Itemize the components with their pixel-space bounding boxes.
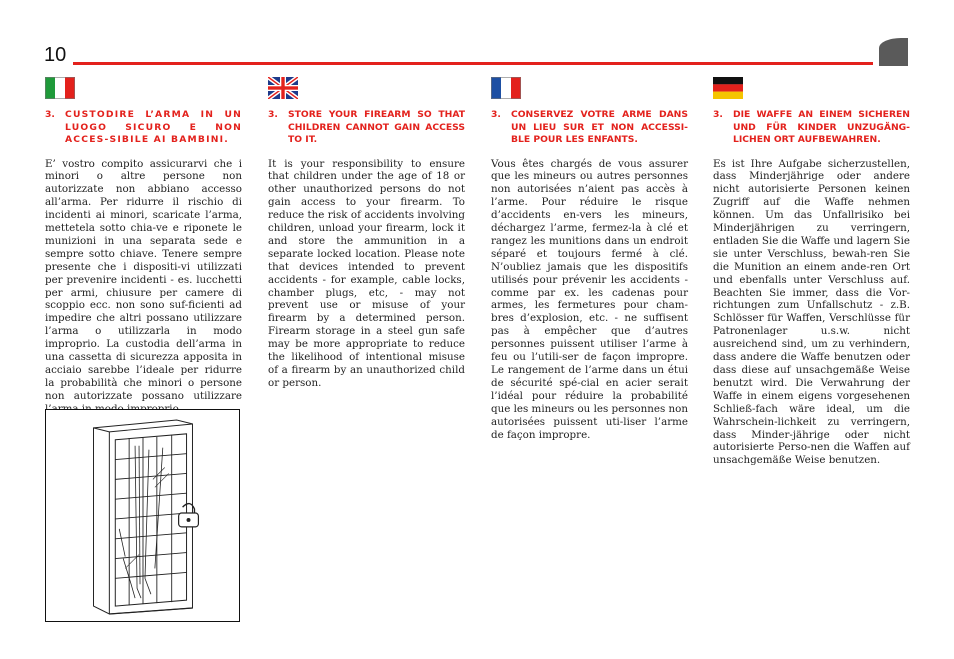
column-german: [713, 77, 910, 467]
section-heading: [713, 109, 910, 147]
section-body: Es ist Ihre Aufgabe sicherzustellen, dass Minderjährige oder andere nicht autorisierte Personen keinen Zugriff auf die Waffe nehmen können. Um das Unfallrisiko bei Minderjährigen zu verringern, entladen Sie die Waffe und lagern Sie sie unter Verschluss, bewah-ren Sie die Munition an einem ande-ren Ort und ebenfalls unter Verschluss auf. Beachten Sie immer, dass die Vor-richtungen zum Unfallschutz - z.B. Schlösser für Waffen, Verschlüsse für Patronenlager u.s.w. nicht ausreichend sind, um zu verhindern, dass andere die Waffe benutzen oder dass diese auf unsachgemäße Weise benutzt wird. Die Verwahrung der Waffe in einem eigens vorgesehenen Schließ-fach wäre ideal, um die Wahrschein-lichkeit zu verringern, dass Minder-jährige oder nicht autorisierte Perso-nen die Waffen auf unsachgemäße Weise benutzen.: [713, 157, 910, 467]
section-heading-text: DIE WAFFE AN EINEM SICHEREN UND FÜR KINDER UNZUGÄNG-LICHEN ORT AUFBEWAHREN.: [733, 109, 910, 145]
section-body: Vous êtes chargés de vous assurer que les mineurs ou autres personnes non autorisées n’aient pas accès à l’arme. Pour réduire le risque d’accidents en-vers les mineurs, déchargez l’arme, fermez-la à clé et rangez les munitions dans un endroit séparé et toujours fermé à clé. N’oubliez jamais que les dispositifs utilisés pour prévenir les accidents - comme par ex. les cadenas pour armes, les fermetures pour cham-bres d’explosion, etc. - ne suffisent pas à empêcher que d’autres personnes puissent utiliser l’arme à feu ou l’utili-ser de façon impropre. Le rangement de l’arme dans un étui de sécurité spé-cial en acier serait l’idéal pour réduire la probabilité que les mineurs ou les personnes non autorisées puissent uti-liser l’arme de façon impropre.: [491, 157, 688, 441]
section-body: It is your responsibility to ensure that children under the age of 18 or other unauthorized persons do not gain access to your firearm. To reduce the risk of accidents involving children, unload your firearm, lock it and store the ammunition in a separate locked location. Please note that devices intended to prevent accidents - for example, cable locks, chamber plugs, etc, - may not prevent use or misuse of your firearm by a determined person. Firearm storage in a steel gun safe may be more appropriate to reduce the likelihood of intentional misuse of a firearm by an unauthorized child or person.: [268, 157, 465, 389]
column-french: [491, 77, 688, 441]
section-heading-text: CUSTODIRE L’ARMA IN UN LUOGO SICURO E NON ACCES-SIBILE AI BAMBINI.: [65, 109, 242, 145]
uk-flag-icon: [268, 77, 298, 99]
section-heading-text: CONSERVEZ VOTRE ARME DANS UN LIEU SUR ET NON ACCESSI-BLE POUR LES ENFANTS.: [511, 109, 688, 145]
column-english: [268, 77, 465, 390]
section-heading: [268, 109, 465, 147]
section-number: 3.: [268, 109, 278, 120]
section-heading-text: STORE YOUR FIREARM SO THAT CHILDREN CANNOT GAIN ACCESS TO IT.: [288, 109, 465, 145]
gun-safe-illustration: [45, 409, 240, 622]
italy-flag-icon: [45, 77, 75, 99]
section-number: 3.: [491, 109, 501, 120]
section-number: 3.: [713, 109, 723, 120]
corner-tab: [879, 38, 908, 66]
section-number: 3.: [45, 109, 55, 120]
section-body: E’ vostro compito assicurarvi che i minori o altre persone non autorizzate non abbiano accesso all’arma. Per ridurre il rischio di incidenti ai minori, scaricate l’arma, mettetela sotto chia-ve e riponete le munizioni in una separata sede e sempre sotto chiave. Tenere sempre presente che i dispositi-vi utilizzati per prevenire incidenti - es. lucchetti per armi, chiusure per camere di scoppio ecc. non sono suf-ficienti ad impedire che altri possano utilizzare l’arma o utilizzarla in modo improprio. La custodia dell’arma in una cassetta di sicurezza apposita in acciaio sarebbe l’ideale per ridurre la probabilità che minori o persone non autorizzate possano utilizzare: [45, 157, 242, 402]
section-heading: [491, 109, 688, 147]
column-italian: [45, 77, 242, 416]
section-heading: [45, 109, 242, 147]
france-flag-icon: [491, 77, 521, 99]
germany-flag-icon: [713, 77, 743, 99]
header-rule: [73, 62, 873, 65]
page-number: 10: [44, 44, 67, 66]
